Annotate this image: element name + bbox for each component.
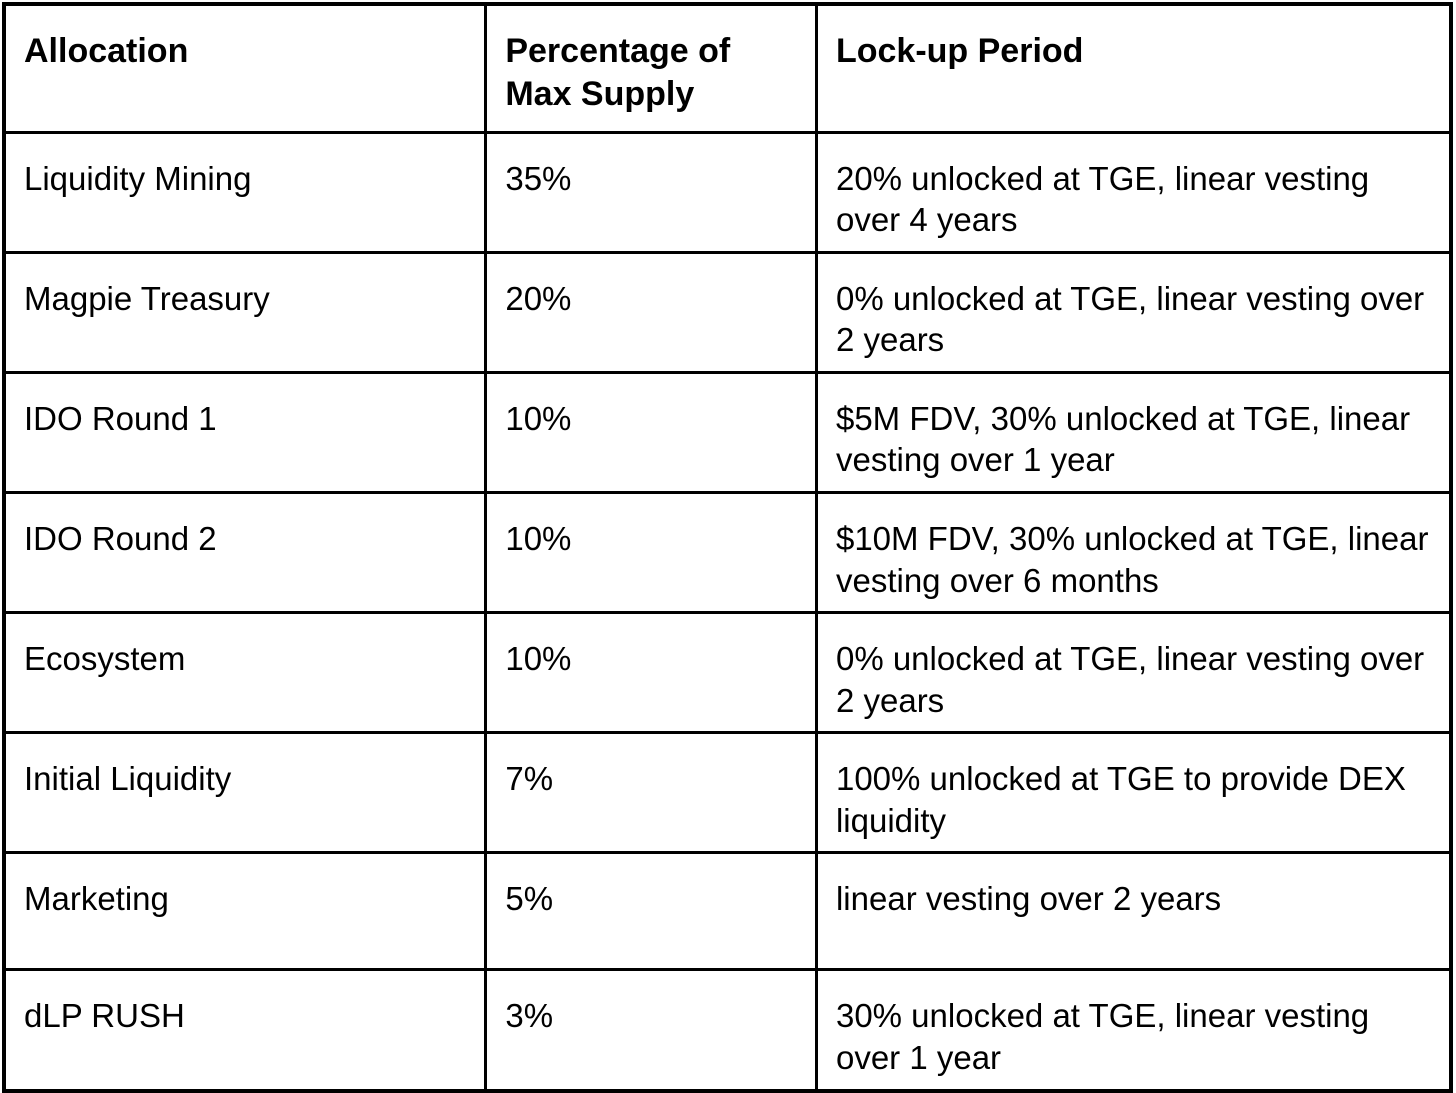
- cell-lockup: 0% unlocked at TGE, linear vesting over 2 years: [816, 252, 1451, 372]
- header-row: [4, 4, 1451, 132]
- cell-percentage: 7%: [486, 733, 817, 853]
- cell-lockup: $5M FDV, 30% unlocked at TGE, linear vesting over 1 year: [816, 372, 1451, 492]
- cell-allocation: Liquidity Mining: [4, 132, 486, 252]
- cell-allocation: IDO Round 2: [4, 492, 486, 612]
- cell-percentage: 10%: [486, 613, 817, 733]
- table-row: [4, 733, 1451, 853]
- cell-allocation: Magpie Treasury: [4, 252, 486, 372]
- cell-percentage: 3%: [486, 970, 817, 1091]
- cell-percentage: 10%: [486, 492, 817, 612]
- column-header-allocation: Allocation: [4, 4, 486, 132]
- table-row: [4, 492, 1451, 612]
- table-row: [4, 132, 1451, 252]
- token-allocation-table: [2, 2, 1453, 1093]
- token-allocation-table-container: [2, 2, 1453, 1093]
- column-header-percentage-of-max-supply: Percentage of Max Supply: [486, 4, 817, 132]
- cell-lockup: $10M FDV, 30% unlocked at TGE, linear vesting over 6 months: [816, 492, 1451, 612]
- cell-percentage: 20%: [486, 252, 817, 372]
- table-row: [4, 853, 1451, 970]
- cell-lockup: 30% unlocked at TGE, linear vesting over 1 year: [816, 970, 1451, 1091]
- cell-percentage: 10%: [486, 372, 817, 492]
- cell-percentage: 5%: [486, 853, 817, 970]
- table-row: [4, 613, 1451, 733]
- cell-allocation: Marketing: [4, 853, 486, 970]
- cell-allocation: Ecosystem: [4, 613, 486, 733]
- table-row: [4, 372, 1451, 492]
- cell-lockup: 0% unlocked at TGE, linear vesting over 2 years: [816, 613, 1451, 733]
- cell-percentage: 35%: [486, 132, 817, 252]
- cell-lockup: 20% unlocked at TGE, linear vesting over 4 years: [816, 132, 1451, 252]
- table-row: [4, 252, 1451, 372]
- cell-allocation: dLP RUSH: [4, 970, 486, 1091]
- column-header-lockup-period: Lock-up Period: [816, 4, 1451, 132]
- cell-lockup: linear vesting over 2 years: [816, 853, 1451, 970]
- table-row: [4, 970, 1451, 1091]
- cell-allocation: IDO Round 1: [4, 372, 486, 492]
- cell-allocation: Initial Liquidity: [4, 733, 486, 853]
- cell-lockup: 100% unlocked at TGE to provide DEX liquidity: [816, 733, 1451, 853]
